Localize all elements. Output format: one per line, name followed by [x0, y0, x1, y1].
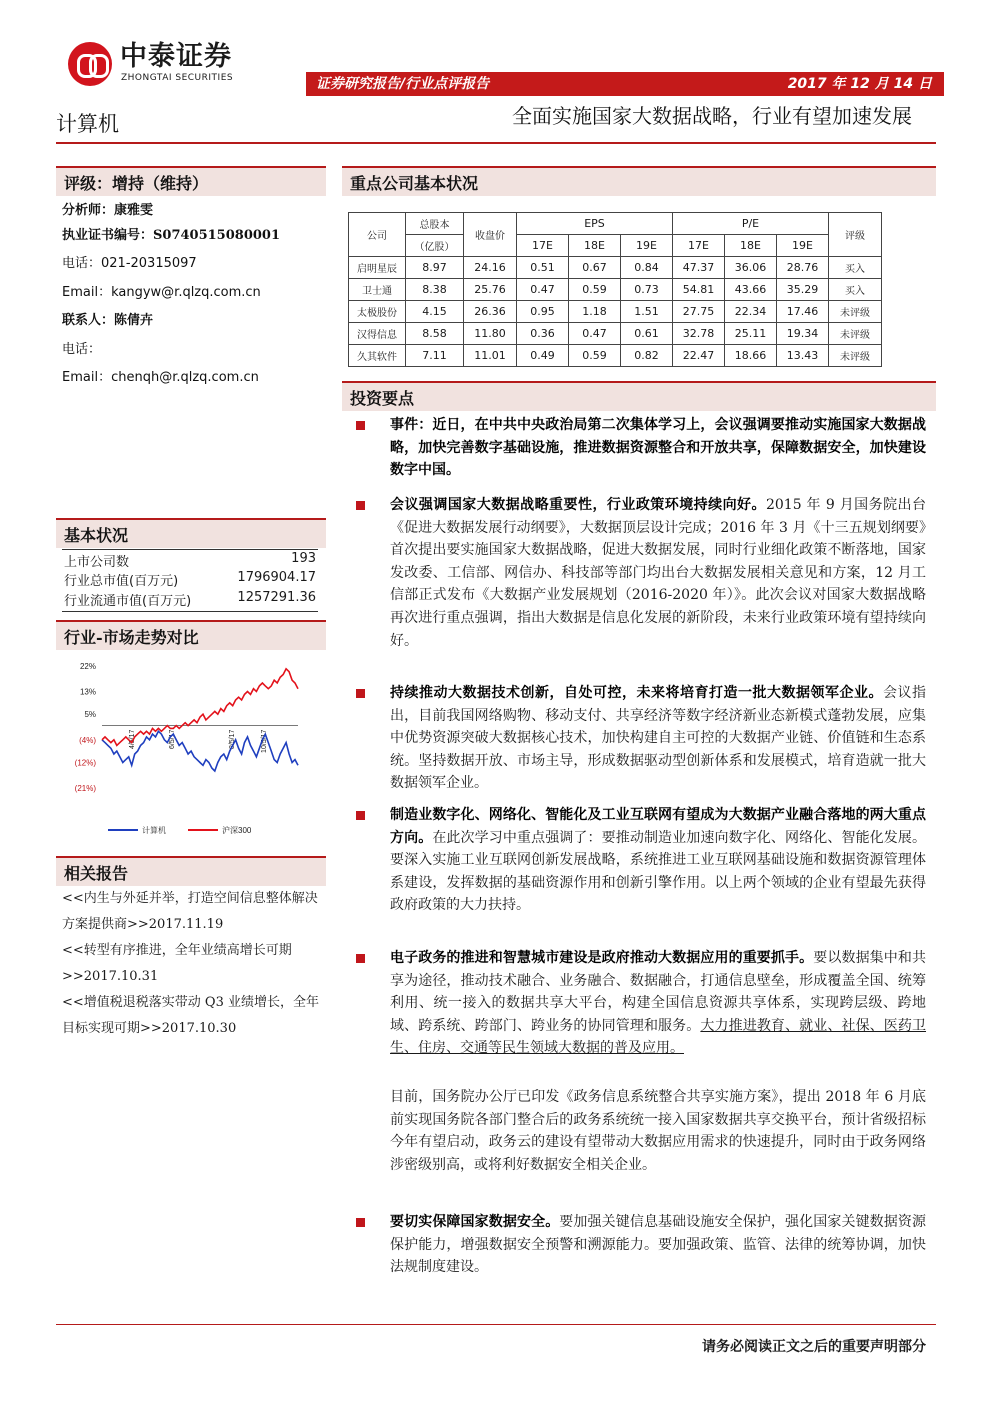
point-4: 制造业数字化、网络化、智能化及工业互联网有望成为大数据产业融合落地的两大重点方向。在此次学习中重点强调了：要推动制造业加速向数字化、网络化、智能化发展。要深入实施工业互联网创新发展战略，系统推进工业互联网基础设施和数据资源管理体系建设，发挥数据的基础资源作用和创新引擎作用。以上两个领域的企业有望最先获得政府政策的大力扶持。 [390, 807, 927, 914]
trend-header: 行业-市场走势对比 [56, 620, 326, 650]
email-row: Email：kangyw@r.qlzq.com.cn [62, 285, 261, 300]
contact-row: 联系人：陈倩卉 [62, 313, 154, 328]
point-3: 持续推动大数据技术创新，自处可控，未来将培育打造一批大数据领军企业。会议指出，目前我国网络购物、移动支付、共享经济等数字经济新业态新模式蓬勃发展，应集中优势资源突破大数据核心技术，加快构建自主可控的大数据产业链、价值链和生态系统。坚持数据开放、市场主导，形成数据驱动型创新体系和发展模式，培育造就一批大数据领军企业。 [390, 685, 926, 792]
company-row [349, 301, 882, 323]
bullet-icon [356, 501, 365, 510]
cell-eps: 1.51 [621, 301, 673, 323]
cell-name: 启明星辰 [349, 257, 406, 279]
report-type: 证券研究报告/行业点评报告 [316, 76, 490, 92]
company-logo [68, 40, 268, 90]
cell-pe: 22.34 [725, 301, 777, 323]
cell-price: 11.80 [464, 323, 517, 345]
y-tick-label: (21%) [74, 784, 96, 793]
cell-pe: 22.47 [673, 345, 725, 367]
header-divider [56, 142, 936, 144]
cell-pe: 19.34 [777, 323, 829, 345]
bullet-icon [356, 954, 365, 963]
col-rating: 评级 [829, 213, 882, 257]
cell-eps: 0.47 [569, 323, 621, 345]
cell-pe: 18.66 [725, 345, 777, 367]
col-company: 公司 [349, 213, 406, 257]
cell-eps: 0.82 [621, 345, 673, 367]
cell-name: 卫士通 [349, 279, 406, 301]
point-5: 电子政务的推进和智慧城市建设是政府推动大数据应用的重要抓手。要以数据集中和共享为途径，推动技术融合、业务融合、数据融合，打通信息壁垒，形成覆盖全国、统筹利用、统一接入的数据共享大平台，构建全国信息资源共享体系，实现跨层级、跨地域、跨系统、跨部门、跨业务的协同管理和服务。大力推进教育、就业、社保、医药卫生、住房、交通等民生领域大数据的普及应用。 [390, 950, 927, 1057]
basic-row: 行业总市值(百万元) 1796904.17 [64, 570, 316, 589]
phone-value: 021-20315097 [101, 256, 197, 271]
cell-shares: 8.38 [406, 279, 464, 301]
col-eps: EPS [517, 213, 673, 235]
related-header: 相关报告 [56, 856, 326, 886]
cell-pe: 54.81 [673, 279, 725, 301]
cell-price: 25.76 [464, 279, 517, 301]
cell-eps: 0.73 [621, 279, 673, 301]
analyst-name: 康雅雯 [114, 203, 154, 218]
industry-label: 计算机 [56, 112, 119, 136]
contact-phone-row: 电话： [62, 342, 102, 357]
logo-cn: 中泰证券 [120, 41, 232, 72]
cell-eps: 0.59 [569, 279, 621, 301]
cell-pe: 43.66 [725, 279, 777, 301]
contact-name: 陈倩卉 [114, 313, 154, 328]
cell-pe: 36.06 [725, 257, 777, 279]
y-tick-label: 13% [79, 687, 96, 697]
col-price: 收盘价 [464, 213, 517, 257]
bullet-icon [356, 1218, 365, 1227]
x-tick-label: 4/5/17 [129, 729, 136, 750]
company-row [349, 345, 882, 367]
basic-header: 基本状况 [56, 518, 326, 548]
cell-shares: 8.97 [406, 257, 464, 279]
cell-name: 太极股份 [349, 301, 406, 323]
cell-rating: 未评级 [829, 345, 882, 367]
cell-shares: 4.15 [406, 301, 464, 323]
x-tick-label: 8/5/17 [229, 729, 236, 750]
cell-pe: 25.11 [725, 323, 777, 345]
companies-table: 公司 总股本 收盘价 EPS P/E 评级 （亿股） 17E 18E 19E 17E 18E 19E 启明星辰 8.97 24.16 0.51 0.67 0.84 47.37 36.06 28.76 买入 卫士通 8.38 25.76 0.47 0.59 0.73 54.81 43.66 35.29 买入 太极股份 4.15 26.36 0.95 1.18 1.51 27.75 22.34 17.46 未评级 汉得信息 8.58 11.80 0.36 0.47 0.61 32.78 25.11 19.34 未评级 久其软件 7.11 11.01 0.49 0.59 0.82 22.47 18.66 13.43 未评级 [348, 212, 882, 367]
logo-mark-icon [68, 42, 112, 86]
cell-shares: 8.58 [406, 323, 464, 345]
bullet-icon [356, 689, 365, 698]
cell-name: 汉得信息 [349, 323, 406, 345]
cell-eps: 0.59 [569, 345, 621, 367]
y-tick-label: 22% [79, 662, 96, 671]
company-row [349, 257, 882, 279]
cell-pe: 47.37 [673, 257, 725, 279]
phone-row: 电话：021-20315097 [62, 256, 197, 271]
report-date: 2017 年 12 月 14 日 [787, 76, 932, 92]
headline: 全面实施国家大数据战略，行业有望加速发展 [512, 104, 912, 128]
company-row [349, 279, 882, 301]
cert-row: 执业证书编号：S0740515080001 [62, 228, 280, 243]
point-1: 事件：近日，在中共中央政治局第二次集体学习上，会议强调要推动实施国家大数据战略，加快完善数字基础设施，推进数据资源整合和开放共享，保障数据安全，加快建设数字中国。 [390, 417, 926, 479]
rating-label: 评级：增持（维持） [64, 174, 209, 193]
cell-pe: 32.78 [673, 323, 725, 345]
companies-header: 重点公司基本状况 [342, 166, 936, 196]
cell-name: 久其软件 [349, 345, 406, 367]
cell-pe: 13.43 [777, 345, 829, 367]
basic-row: 上市公司数 193 [64, 551, 316, 570]
cell-eps: 1.18 [569, 301, 621, 323]
y-tick-label: (4%) [79, 735, 96, 745]
cell-price: 24.16 [464, 257, 517, 279]
cell-rating: 未评级 [829, 323, 882, 345]
cell-price: 11.01 [464, 345, 517, 367]
report-type-bar [306, 72, 944, 96]
cell-pe: 35.29 [777, 279, 829, 301]
cell-shares: 7.11 [406, 345, 464, 367]
cell-eps: 0.61 [621, 323, 673, 345]
cell-pe: 27.75 [673, 301, 725, 323]
related-report-1[interactable]: <<内生与外延并举，打造空间信息整体解决方案提供商>>2017.11.19 [62, 891, 318, 932]
y-tick-label: (12%) [74, 758, 96, 768]
col-pe: P/E [673, 213, 829, 235]
email-value: kangyw@r.qlzq.com.cn [111, 285, 261, 300]
cell-eps: 0.67 [569, 257, 621, 279]
x-tick-label: 6/5/17 [169, 729, 176, 750]
cell-eps: 0.95 [517, 301, 569, 323]
footer-divider [56, 1324, 936, 1325]
cell-rating: 买入 [829, 279, 882, 301]
cell-eps: 0.51 [517, 257, 569, 279]
bullet-icon [356, 811, 365, 820]
rating-header [56, 166, 326, 196]
points-header: 投资要点 [342, 381, 936, 411]
point-7: 要切实保障国家数据安全。要加强关键信息基础设施安全保护，强化国家关键数据资源保护能力，增强数据安全预警和溯源能力。要加强政策、监管、法律的统筹协调，加快法规制度建设。 [390, 1214, 926, 1276]
x-tick-label: 10/5/17 [261, 729, 268, 753]
related-report-3[interactable]: <<增值税退税落实带动 Q3 业绩增长，全年目标实现可期>>2017.10.30 [62, 995, 319, 1036]
cell-eps: 0.49 [517, 345, 569, 367]
bullet-icon [356, 421, 365, 430]
y-tick-label: 5% [84, 710, 96, 720]
company-row [349, 323, 882, 345]
footer-notice: 请务必阅读正文之后的重要声明部分 [702, 1339, 926, 1355]
contact-email-value: chenqh@r.qlzq.com.cn [111, 370, 259, 385]
logo-en: ZHONGTAI SECURITIES [121, 73, 234, 83]
related-report-2[interactable]: <<转型有序推进，全年业绩高增长可期>>2017.10.31 [62, 943, 292, 984]
basic-row: 行业流通市值(百万元) 1257291.36 [64, 590, 316, 609]
cell-rating: 未评级 [829, 301, 882, 323]
cert-number: S0740515080001 [153, 228, 280, 243]
basic-top-rule [62, 549, 318, 550]
cell-rating: 买入 [829, 257, 882, 279]
cell-price: 26.36 [464, 301, 517, 323]
cell-eps: 0.84 [621, 257, 673, 279]
legend-label: 沪深300 [222, 826, 252, 835]
point-6: 目前，国务院办公厅已印发《政务信息系统整合共享实施方案》，提出 2018 年 6 月底前实现国务院各部门整合后的政务系统统一接入国家数据共享交换平台，预计省级招标今年有望启动，政务云的建设有望带动大数据应用需求的快速提升，同时由于政务网络涉密级别高，或将利好数据安全相关企业。 [390, 1089, 926, 1173]
basic-bottom-rule [62, 611, 318, 612]
point-2: 会议强调国家大数据战略重要性，行业政策环境持续向好。2015 年 9 月国务院出台《促进大数据发展行动纲要》，大数据顶层设计完成；2016 年 3 月《十三五规划纲要》首次提出要实施国家大数据战略，促进大数据发展，同时行业细化政策不断落地，国家发改委、工信部、网信办、科技部等部门均出台大数据发展相关意见和方案，12 月工信部正式发布《大数据产业发展规划（2016-2020 年）》。此次会议对国家大数据战略再次进行重点强调，指出大数据是信息化发展的新阶段，未来行业政策环境有望持续向好。 [390, 497, 926, 649]
contact-email-row: Email：chenqh@r.qlzq.com.cn [62, 370, 259, 385]
cell-pe: 17.46 [777, 301, 829, 323]
analyst-row: 分析师：康雅雯 [62, 203, 154, 218]
col-shares-unit: （亿股） [406, 235, 464, 257]
col-shares: 总股本 [406, 213, 464, 235]
cell-pe: 28.76 [777, 257, 829, 279]
legend-label: 计算机 [142, 826, 166, 835]
trend-chart [62, 654, 324, 844]
cell-eps: 0.47 [517, 279, 569, 301]
cell-eps: 0.36 [517, 323, 569, 345]
